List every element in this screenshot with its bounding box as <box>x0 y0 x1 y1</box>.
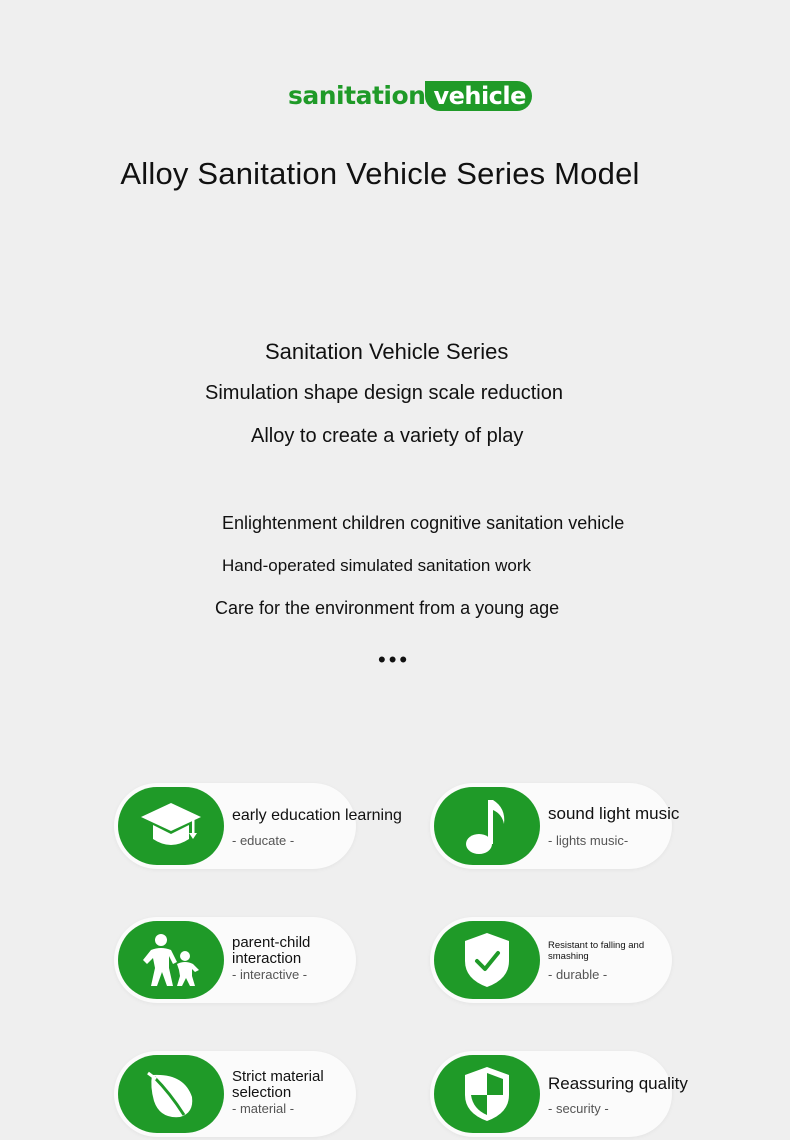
icon-badge <box>118 1055 224 1133</box>
feature-title: early education learning <box>232 807 402 824</box>
intro-line-5: Care for the environment from a young age <box>215 598 560 618</box>
icon-badge <box>118 787 224 865</box>
logo-text-vehicle: vehicle <box>425 81 531 111</box>
feature-title: Reassuring quality <box>548 1074 688 1093</box>
icon-badge <box>434 787 540 865</box>
feature-card-durable <box>430 917 672 1003</box>
feature-subtitle: - durable - <box>548 967 608 982</box>
intro-line-1: Simulation shape design scale reduction <box>205 382 563 404</box>
feature-card-material <box>114 1051 356 1137</box>
feature-title: sound light music <box>548 804 680 823</box>
feature-card-interaction <box>114 917 356 1003</box>
feature-title: Strict material selection <box>232 1068 324 1101</box>
feature-subtitle: - educate - <box>232 833 295 848</box>
feature-subtitle: - lights music- <box>548 833 629 848</box>
intro-line-4: Hand-operated simulated sanitation work <box>222 556 532 575</box>
page-title: Alloy Sanitation Vehicle Series Model <box>120 156 640 191</box>
feature-card-security <box>430 1051 688 1137</box>
icon-badge <box>434 1055 540 1133</box>
feature-subtitle: - security - <box>548 1101 609 1116</box>
feature-title: Resistant to falling and smashing <box>548 940 645 962</box>
feature-card-music <box>430 783 680 869</box>
feature-title: parent-child interaction <box>232 934 311 967</box>
feature-card-education <box>114 783 402 869</box>
intro-line-2: Alloy to create a variety of play <box>251 425 524 447</box>
logo-text-sanitation: sanitation <box>288 81 426 110</box>
series-title: Sanitation Vehicle Series <box>265 339 509 364</box>
brand-logo <box>288 80 526 112</box>
feature-subtitle: - interactive - <box>232 967 308 982</box>
ellipsis: ••• <box>378 647 411 672</box>
feature-subtitle: - material - <box>232 1101 295 1116</box>
icon-badge <box>118 921 224 999</box>
intro-line-3: Enlightenment children cognitive sanitation vehicle <box>222 513 625 533</box>
icon-badge <box>434 921 540 999</box>
